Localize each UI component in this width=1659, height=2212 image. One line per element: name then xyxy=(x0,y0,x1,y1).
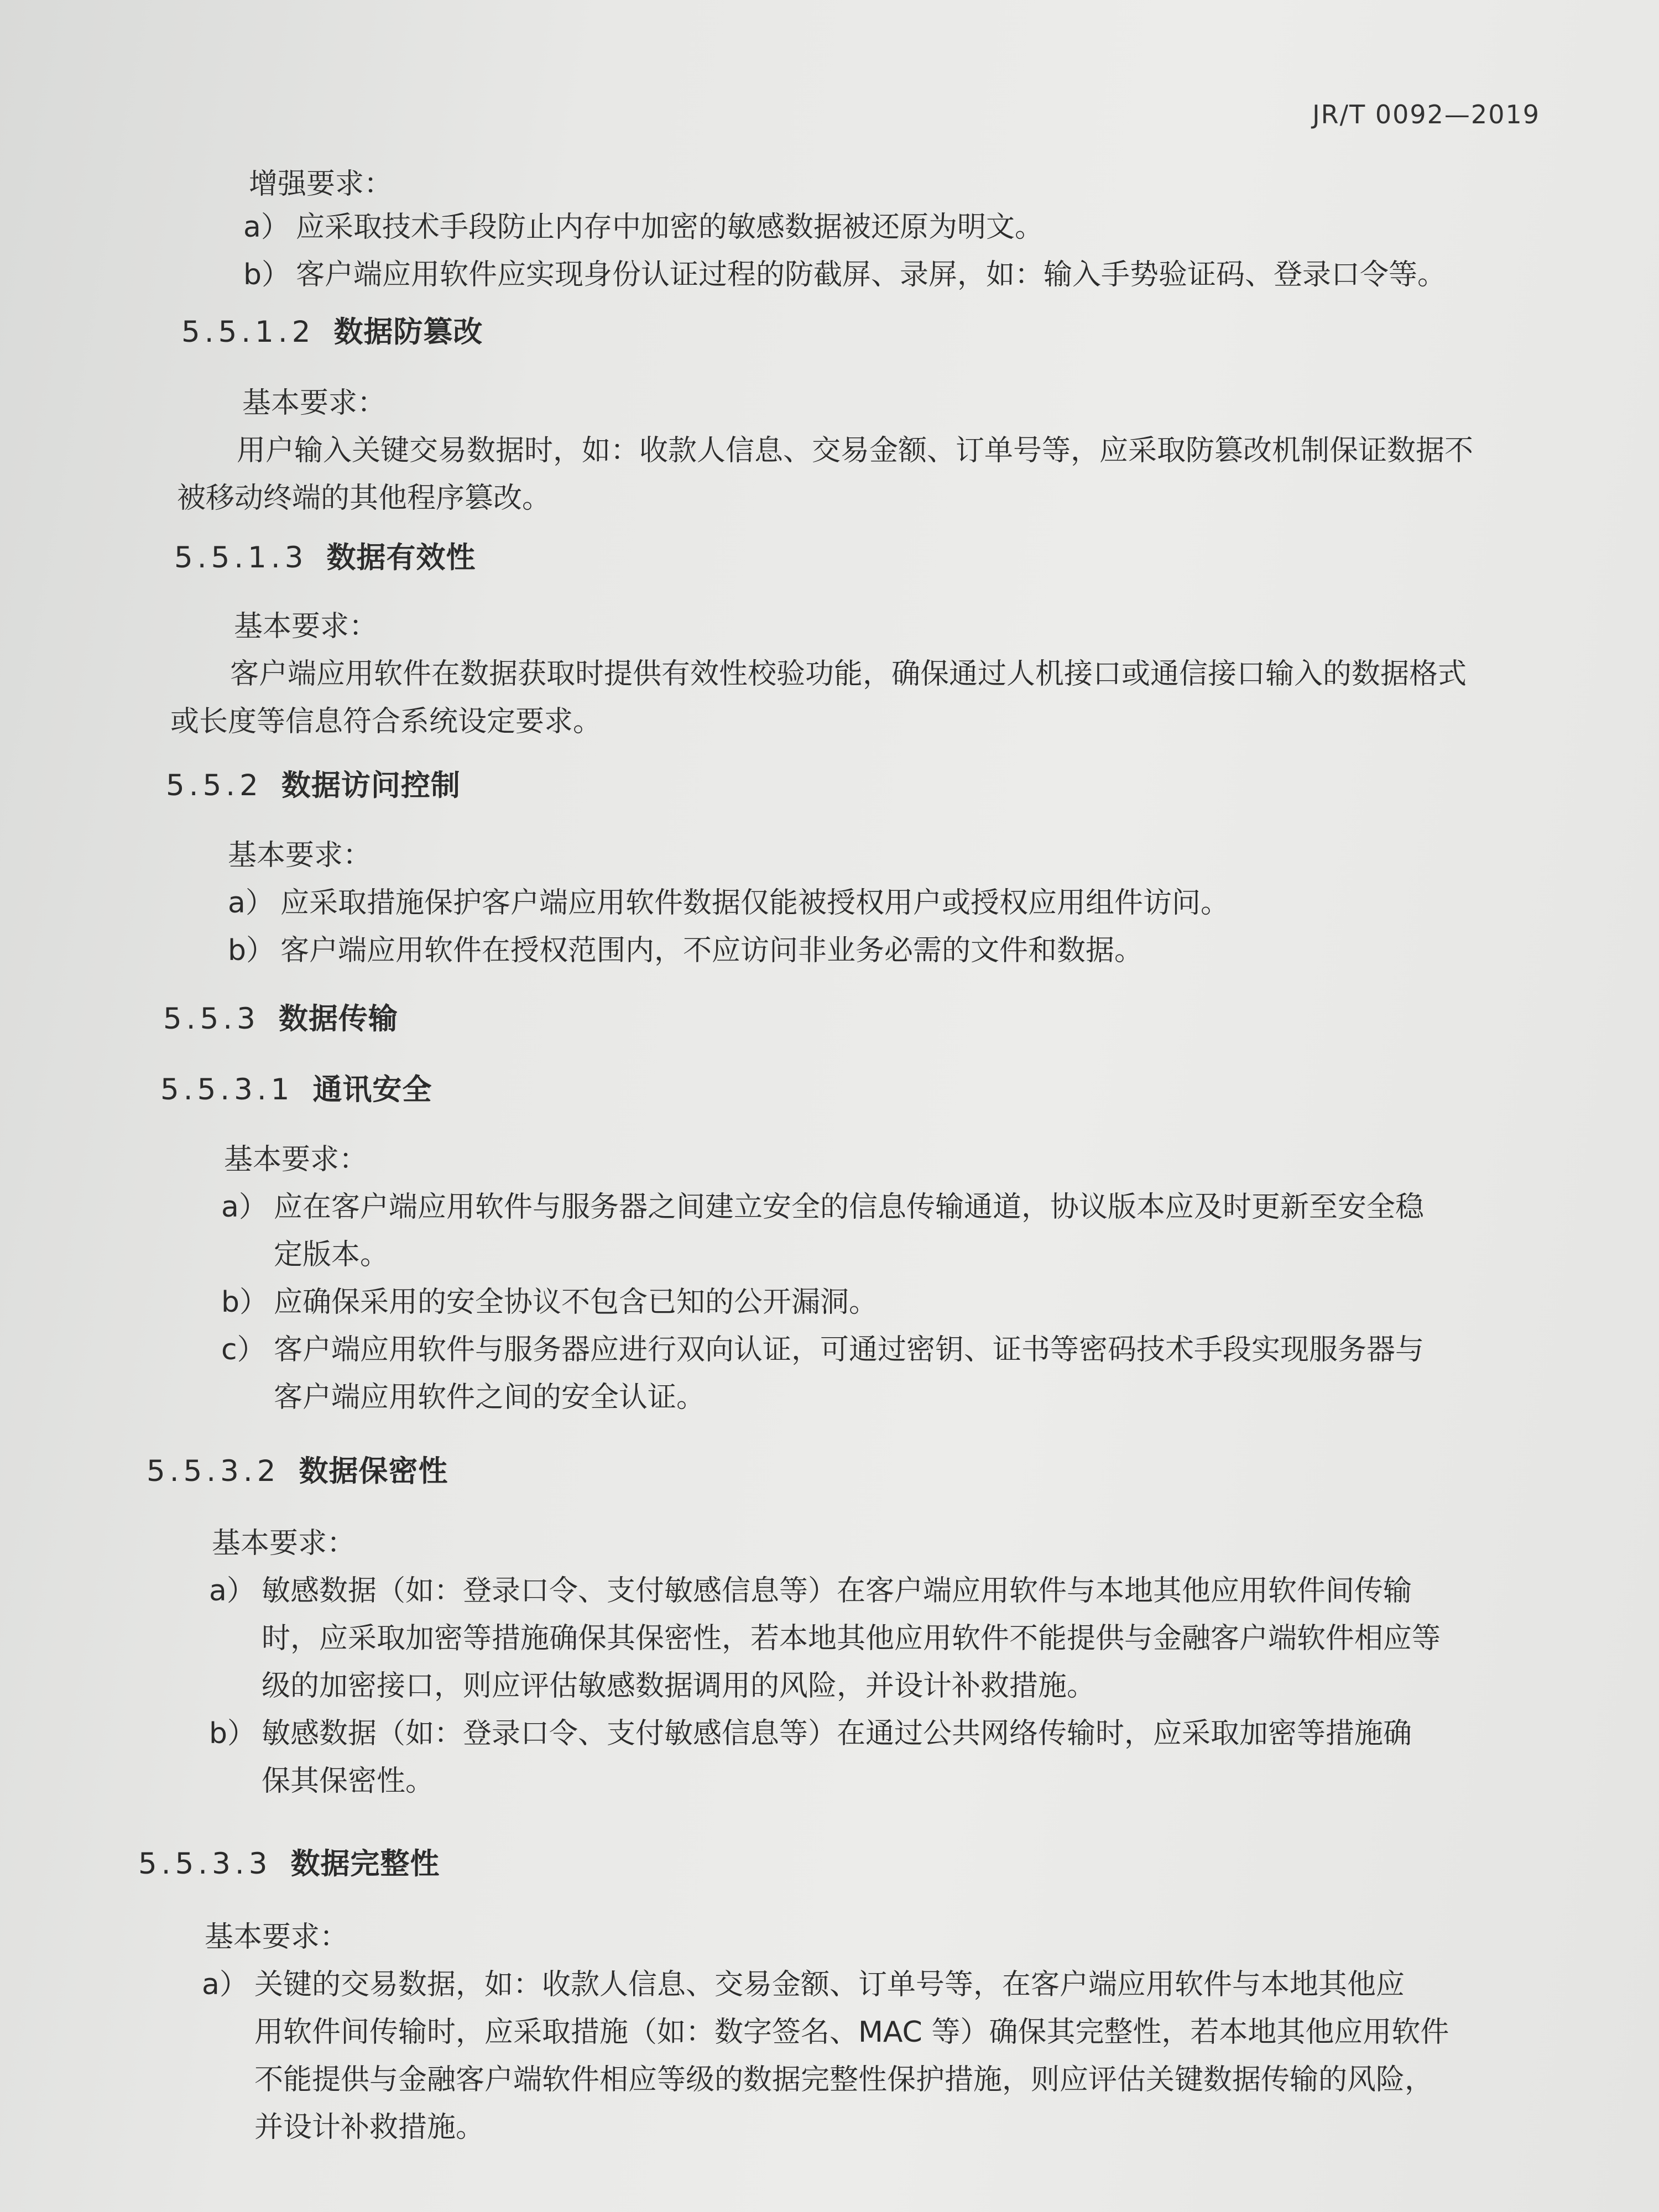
section-body-5-5-2 xyxy=(228,832,1566,974)
section-heading-5-5-2 xyxy=(166,762,461,810)
list-item-line: 级的加密接口，则应评估敏感数据调用的风险，并设计补救措施。 xyxy=(262,1670,1096,1703)
list-marker: b） xyxy=(228,934,275,967)
list-item xyxy=(221,1326,1582,1421)
document-code: JR/T 0092—2019 xyxy=(1312,100,1540,129)
enhanced-list xyxy=(243,204,1559,299)
section-body-5-5-3-2 xyxy=(209,1520,1586,1805)
section-heading-5-5-1-3 xyxy=(174,534,476,582)
section-heading-5-5-3-2 xyxy=(147,1448,448,1495)
paragraph-line: 被移动终端的其他程序篡改。 xyxy=(177,482,551,515)
list-item-line: 用软件间传输时，应采取措施（如：数字签名、MAC 等）确保其完整性，若本地其他应用软件 xyxy=(254,2016,1449,2049)
list-item-line: 不能提供与金融客户端软件相应等级的数据完整性保护措施，则应评估关键数据传输的风险， xyxy=(254,2063,1434,2096)
list-marker: b） xyxy=(243,258,291,291)
list-marker: b） xyxy=(209,1717,257,1750)
section-number: 5.5.2 xyxy=(166,769,263,802)
section-number: 5.5.1.2 xyxy=(181,315,315,349)
basic-requirements-label: 基本要求： xyxy=(205,1921,349,1954)
section-heading-5-5-3 xyxy=(163,995,398,1043)
list-item-line: 客户端应用软件之间的安全认证。 xyxy=(274,1381,706,1414)
list-item-line: 客户端应用软件与服务器应进行双向认证，可通过密钥、证书等密码技术手段实现服务器与 xyxy=(274,1333,1425,1366)
list-item xyxy=(243,204,1559,251)
section-number: 5.5.1.3 xyxy=(174,541,308,575)
list-marker: a） xyxy=(243,211,290,244)
basic-requirements-label: 基本要求： xyxy=(224,1143,368,1176)
list-item-line: 应在客户端应用软件与服务器之间建立安全的信息传输通道，协议版本应及时更新至安全稳 xyxy=(274,1191,1425,1224)
section-heading-5-5-3-3 xyxy=(138,1840,440,1888)
section-heading-5-5-3-1 xyxy=(160,1066,432,1114)
list-item-line: 并设计补救措施。 xyxy=(254,2111,485,2144)
list-marker: b） xyxy=(221,1286,269,1319)
list-item-text: 应确保采用的安全协议不包含已知的公开漏洞。 xyxy=(274,1286,878,1319)
list-item-line: 定版本。 xyxy=(274,1238,389,1271)
paragraph-line: 用户输入关键交易数据时，如：收款人信息、交易金额、订单号等，应采取防篡改机制保证数据不 xyxy=(237,434,1474,467)
paragraph-line: 或长度等信息符合系统设定要求。 xyxy=(170,705,602,738)
list-item xyxy=(209,1710,1586,1805)
section-title: 数据传输 xyxy=(278,1002,398,1036)
list-item-text: 应采取技术手段防止内存中加密的敏感数据被还原为明文。 xyxy=(296,211,1044,244)
paragraph-line: 客户端应用软件在数据获取时提供有效性校验功能，确保通过人机接口或通信接口输入的数据格式 xyxy=(230,658,1467,691)
list-marker: a） xyxy=(221,1191,268,1224)
section-title: 数据访问控制 xyxy=(281,769,461,802)
section-title: 数据有效性 xyxy=(326,541,476,575)
list-marker: a） xyxy=(209,1574,255,1608)
section-body-5-5-1-2 xyxy=(177,379,1571,522)
list-item-line: 敏感数据（如：登录口令、支付敏感信息等）在通过公共网络传输时，应采取加密等措施确 xyxy=(262,1717,1412,1750)
list-item-line: 保其保密性。 xyxy=(262,1765,435,1798)
enhanced-requirements-label: 增强要求： xyxy=(249,168,393,201)
section-number: 5.5.3.2 xyxy=(147,1454,280,1488)
list-item xyxy=(228,927,1566,974)
basic-requirements-label: 基本要求： xyxy=(228,839,372,872)
section-body-5-5-1-3 xyxy=(170,603,1575,745)
list-item-line: 敏感数据（如：登录口令、支付敏感信息等）在客户端应用软件与本地其他应用软件间传输 xyxy=(262,1574,1412,1608)
list-item xyxy=(221,1183,1582,1279)
section-body-5-5-3-1 xyxy=(221,1136,1582,1421)
section-title: 数据保密性 xyxy=(299,1454,448,1488)
list-item-text: 客户端应用软件应实现身份认证过程的防截屏、录屏，如：输入手势验证码、登录口令等。 xyxy=(296,258,1447,291)
enhanced-requirements-section xyxy=(249,160,1548,208)
list-item-text xyxy=(274,1326,1582,1421)
list-item xyxy=(228,879,1566,927)
list-item xyxy=(209,1567,1586,1710)
section-body-5-5-3-3 xyxy=(202,1913,1590,2151)
list-item-text: 应采取措施保护客户端应用软件数据仅能被授权用户或授权应用组件访问。 xyxy=(280,886,1230,920)
basic-requirements-label: 基本要求： xyxy=(212,1527,356,1560)
section-title: 通讯安全 xyxy=(312,1073,432,1107)
list-item-line: 关键的交易数据，如：收款人信息、交易金额、订单号等，在客户端应用软件与本地其他应 xyxy=(254,1968,1405,2001)
list-item xyxy=(202,1961,1590,2151)
section-heading-5-5-1-2 xyxy=(181,309,483,356)
list-item xyxy=(221,1279,1582,1326)
list-item-text xyxy=(262,1710,1586,1805)
list-item-line: 时，应采取加密等措施确保其保密性，若本地其他应用软件不能提供与金融客户端软件相应等 xyxy=(262,1622,1441,1655)
list-item xyxy=(243,251,1559,299)
list-marker: c） xyxy=(221,1333,266,1366)
list-item-text xyxy=(262,1567,1586,1710)
basic-requirements-label: 基本要求： xyxy=(242,387,387,420)
section-number: 5.5.3.1 xyxy=(160,1073,294,1107)
list-item-text xyxy=(274,1183,1582,1279)
section-title: 数据防篡改 xyxy=(333,315,483,349)
section-title: 数据完整性 xyxy=(290,1847,440,1881)
list-marker: a） xyxy=(202,1968,248,2001)
section-number: 5.5.3 xyxy=(163,1002,260,1036)
basic-requirements-label: 基本要求： xyxy=(234,610,378,643)
list-item-text: 客户端应用软件在授权范围内，不应访问非业务必需的文件和数据。 xyxy=(280,934,1144,967)
list-marker: a） xyxy=(228,886,274,920)
list-item-text xyxy=(254,1961,1590,2151)
section-number: 5.5.3.3 xyxy=(138,1847,272,1881)
